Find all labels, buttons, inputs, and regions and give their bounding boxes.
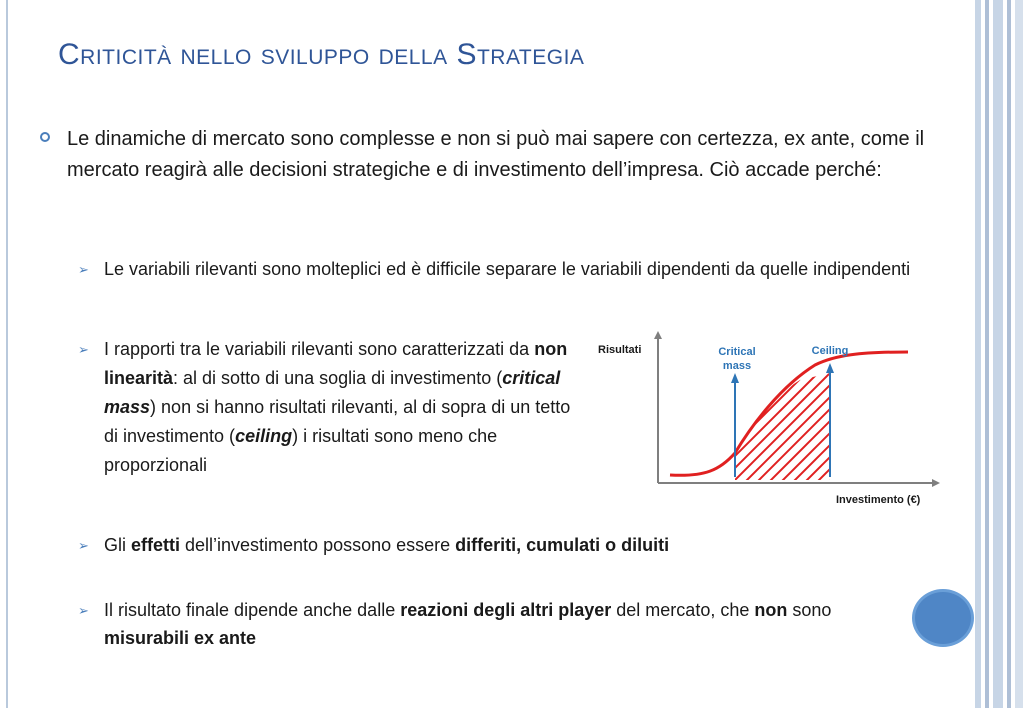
critical-mass-label: Critical mass — [718, 346, 756, 372]
sub3-bold: effetti — [131, 535, 180, 555]
sub3-bold: differiti, cumulati o diluiti — [455, 535, 670, 555]
sub4-text: sono — [787, 600, 832, 620]
y-axis-arrow — [654, 331, 662, 339]
left-border-rule — [6, 0, 8, 708]
main-bullet-icon — [40, 132, 50, 142]
critical-mass-arrowhead — [731, 373, 739, 383]
sub4-bold: reazioni degli altri player — [400, 600, 612, 620]
sub4-bold: non — [754, 600, 788, 620]
sub4-bold: misurabili ex ante — [104, 628, 257, 648]
sub-bullet-1: Le variabili rilevanti sono molteplici ed è difficile separare le variabili dipendenti da quelle indipendenti — [104, 259, 911, 279]
sub4-text: Il risultato finale dipende anche dalle — [104, 600, 401, 620]
sub3-text: Gli — [104, 535, 131, 555]
arrow-bullet-icon: ➢ — [78, 262, 89, 277]
sub2-text: : al di sotto di una soglia di investimento ( — [173, 368, 503, 388]
x-axis-arrow — [932, 479, 940, 487]
slide-title: Criticità nello sviluppo della Strategia — [58, 38, 585, 71]
sub-bullet-2 — [104, 335, 574, 480]
hatched-area — [642, 365, 946, 515]
sub2-italic: critical mass — [104, 368, 561, 417]
sub4-text: del mercato, che — [611, 600, 755, 620]
main-bullet-text: Le dinamiche di mercato sono complesse e non si può mai sapere con certezza, ex ante, come il mercato reagirà alle decisioni strategiche e di investimento dell’impresa. Ciò accade perché: — [67, 128, 925, 181]
sub3-text: dell’investimento possono essere — [180, 535, 456, 555]
right-decorative-bars — [975, 0, 1023, 708]
ceiling-label: Ceiling — [811, 345, 849, 357]
sub2-italic: ceiling — [235, 426, 293, 446]
sub2-text: I rapporti tra le variabili rilevanti sono caratterizzati da — [104, 339, 535, 359]
sub2-bold: non linearità — [104, 339, 568, 388]
sub-bullet-4 — [104, 596, 864, 652]
y-axis-label: Risultati — [598, 344, 642, 356]
arrow-bullet-icon: ➢ — [78, 603, 89, 618]
arrow-bullet-icon: ➢ — [78, 342, 89, 357]
arrow-bullet-icon: ➢ — [78, 538, 89, 553]
sub2-text: ) i risultati sono meno che proporzionali — [104, 426, 498, 475]
investment-chart — [590, 325, 950, 515]
ceiling-arrowhead — [826, 363, 834, 373]
x-axis-label: Investimento (€) — [836, 494, 921, 506]
sub-bullet-3 — [104, 531, 914, 559]
sub2-text: ) non si hanno risultati rilevanti, al di sopra di un tetto di investimento ( — [104, 397, 571, 446]
decorative-circle-button[interactable] — [912, 589, 974, 647]
